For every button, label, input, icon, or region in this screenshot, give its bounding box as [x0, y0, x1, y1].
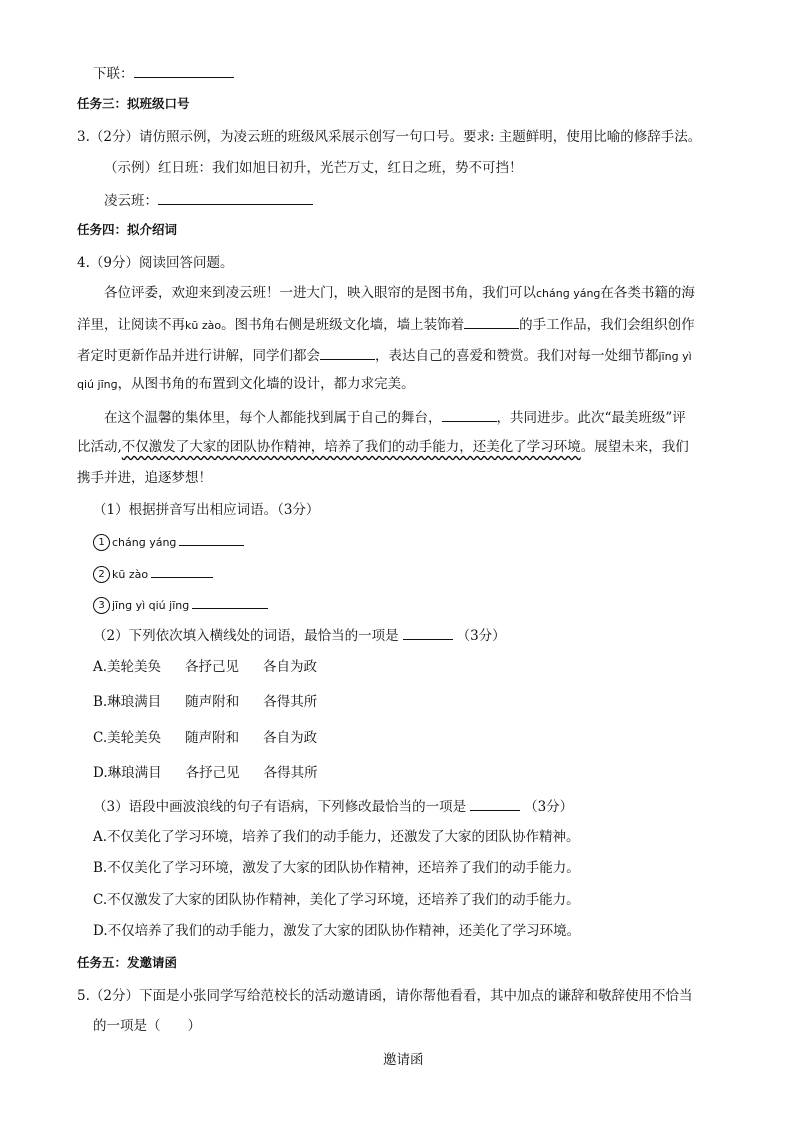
passage-text: 各位评委，欢迎来到凌云班！一进大门，映入眼帘的是图书角，我们可以	[104, 285, 536, 301]
sub1-item-1	[93, 530, 244, 553]
circled-number-3: 3	[93, 597, 110, 614]
question-3-answer-line	[104, 189, 313, 211]
option-word: 各得其所	[263, 694, 318, 710]
option-label: A.美轮美奂	[93, 659, 162, 675]
question-3-example: （示例）红日班：我们如旭日初升，光芒万丈，红日之班，势不可挡！	[104, 160, 523, 176]
blank-2[interactable]	[320, 344, 375, 360]
pinyin-2: kū zào	[185, 319, 222, 332]
passage-line-6	[77, 437, 689, 457]
sub-question-2	[93, 624, 506, 646]
sub3-option-a[interactable]: A.不仅美化了学习环境，培养了我们的动手能力，还激发了大家的团队协作精神。	[93, 829, 580, 845]
option-label: C.美轮美奂	[93, 730, 162, 746]
passage-line-1	[104, 283, 695, 304]
option-word: 各抒己见	[185, 765, 240, 781]
blank-3[interactable]	[442, 406, 497, 422]
couplet-label: 下联：	[93, 66, 134, 82]
sub3-text: （3）语段中画波浪线的句子有语病，下列修改最恰当的一项是	[93, 799, 467, 815]
pinyin-prompt: chánɡ yánɡ	[112, 536, 177, 549]
passage-line-5	[104, 406, 686, 428]
sub-question-3	[93, 795, 573, 817]
question-5-line-1: 5.（2分）下面是小张同学写给范校长的活动邀请函，请你帮他看看，其中加点的谦辞和敬辞使用不恰当	[77, 988, 693, 1004]
task5-heading: 任务五：发邀请函	[77, 955, 178, 970]
sub3-answer-blank[interactable]	[470, 795, 520, 811]
pinyin-3a: jīnɡ yì	[658, 350, 692, 363]
option-word: 各抒己见	[185, 659, 240, 675]
passage-text: 者定时更新作品并进行讲解，同学们都会	[77, 348, 320, 364]
sub2-option-c[interactable]	[93, 728, 317, 748]
passage-text: 。展望未来，我们	[580, 439, 689, 455]
sub3-option-b[interactable]: B.不仅美化了学习环境，激发了大家的团队协作精神，还培养了我们的动手能力。	[93, 860, 580, 876]
passage-text: 洋里，让阅读不再	[77, 317, 185, 333]
sub1-item-2	[93, 562, 213, 585]
passage-text: ，共同进步。此次“最美班级”评	[496, 410, 686, 426]
sub2-score: （3分）	[456, 628, 506, 644]
sub2-option-a[interactable]	[93, 657, 317, 677]
question-4: 4.（9分）阅读回答问题。	[77, 255, 234, 271]
sub3-option-d[interactable]: D.不仅培养了我们的动手能力，激发了大家的团队协作精神，还美化了学习环境。	[93, 923, 581, 939]
passage-text: 比活动,	[77, 439, 122, 455]
invitation-letter-title: 邀请函	[383, 1052, 424, 1068]
sub2-answer-blank[interactable]	[403, 624, 453, 640]
question-3: 3.（2分）请仿照示例，为凌云班的班级风采展示创写一句口号。要求: 主题鲜明，使用比喻的修辞手法。	[77, 129, 702, 145]
blank-1[interactable]	[464, 313, 519, 329]
couplet-second-line	[93, 62, 234, 84]
passage-line-7: 携手并进，追逐梦想！	[77, 470, 212, 486]
passage-line-4	[77, 374, 415, 395]
option-word: 各自为政	[263, 659, 318, 675]
passage-text: 的手工作品，我们会组织创作	[519, 317, 695, 333]
pinyin-prompt: kū zào	[112, 568, 149, 581]
sub1-blank-1[interactable]	[179, 530, 244, 546]
passage-text: ，表达自己的喜爱和赞赏。我们对每一处细节都	[375, 348, 659, 364]
passage-text: 。图书角右侧是班级文化墙，墙上装饰着	[221, 317, 465, 333]
task3-heading: 任务三：拟班级口号	[77, 96, 190, 111]
pinyin-1: chánɡ yánɡ	[536, 287, 601, 300]
passage-text: 在这个温馨的集体里，每个人都能找到属于自己的舞台，	[104, 410, 442, 426]
pinyin-prompt: jīnɡ yì qiú jīnɡ	[112, 599, 190, 612]
circled-number-1: 1	[93, 534, 110, 551]
passage-line-2	[77, 313, 695, 336]
sub1-blank-3[interactable]	[192, 593, 268, 609]
sub2-option-b[interactable]	[93, 692, 317, 712]
passage-text: ，从图书角的布置到文化墙的设计，都力求完美。	[117, 376, 415, 392]
circled-number-2: 2	[93, 566, 110, 583]
sub2-text: （2）下列依次填入横线处的词语，最恰当的一项是	[93, 628, 399, 644]
couplet-answer-blank[interactable]	[134, 62, 234, 78]
sub1-item-3	[93, 593, 268, 616]
option-label: B.琳琅满目	[93, 694, 162, 710]
task4-heading: 任务四：拟介绍词	[77, 222, 178, 237]
answer-label: 凌云班：	[104, 193, 158, 209]
sub2-option-d[interactable]	[93, 763, 318, 783]
passage-text: 在各类书籍的海	[600, 285, 695, 301]
question-5-line-2: 的一项是（ ）	[93, 1018, 201, 1034]
option-word: 随声附和	[185, 730, 240, 746]
sub3-score: （3分）	[524, 799, 574, 815]
option-label: D.琳琅满目	[93, 765, 162, 781]
slogan-answer-blank[interactable]	[158, 189, 313, 205]
pinyin-3b: qiú jīnɡ	[77, 378, 118, 391]
passage-line-3	[77, 344, 692, 367]
sub3-option-c[interactable]: C.不仅激发了大家的团队协作精神，美化了学习环境，还培养了我们的动手能力。	[93, 892, 580, 908]
wavy-underlined-sentence: 不仅激发了大家的团队协作精神，培养了我们的动手能力，还美化了学习环境	[121, 439, 581, 455]
sub-question-1: （1）根据拼音写出相应词语。（3分）	[93, 502, 320, 518]
option-word: 各得其所	[263, 765, 318, 781]
sub1-blank-2[interactable]	[151, 562, 213, 578]
option-word: 随声附和	[185, 694, 240, 710]
option-word: 各自为政	[263, 730, 318, 746]
